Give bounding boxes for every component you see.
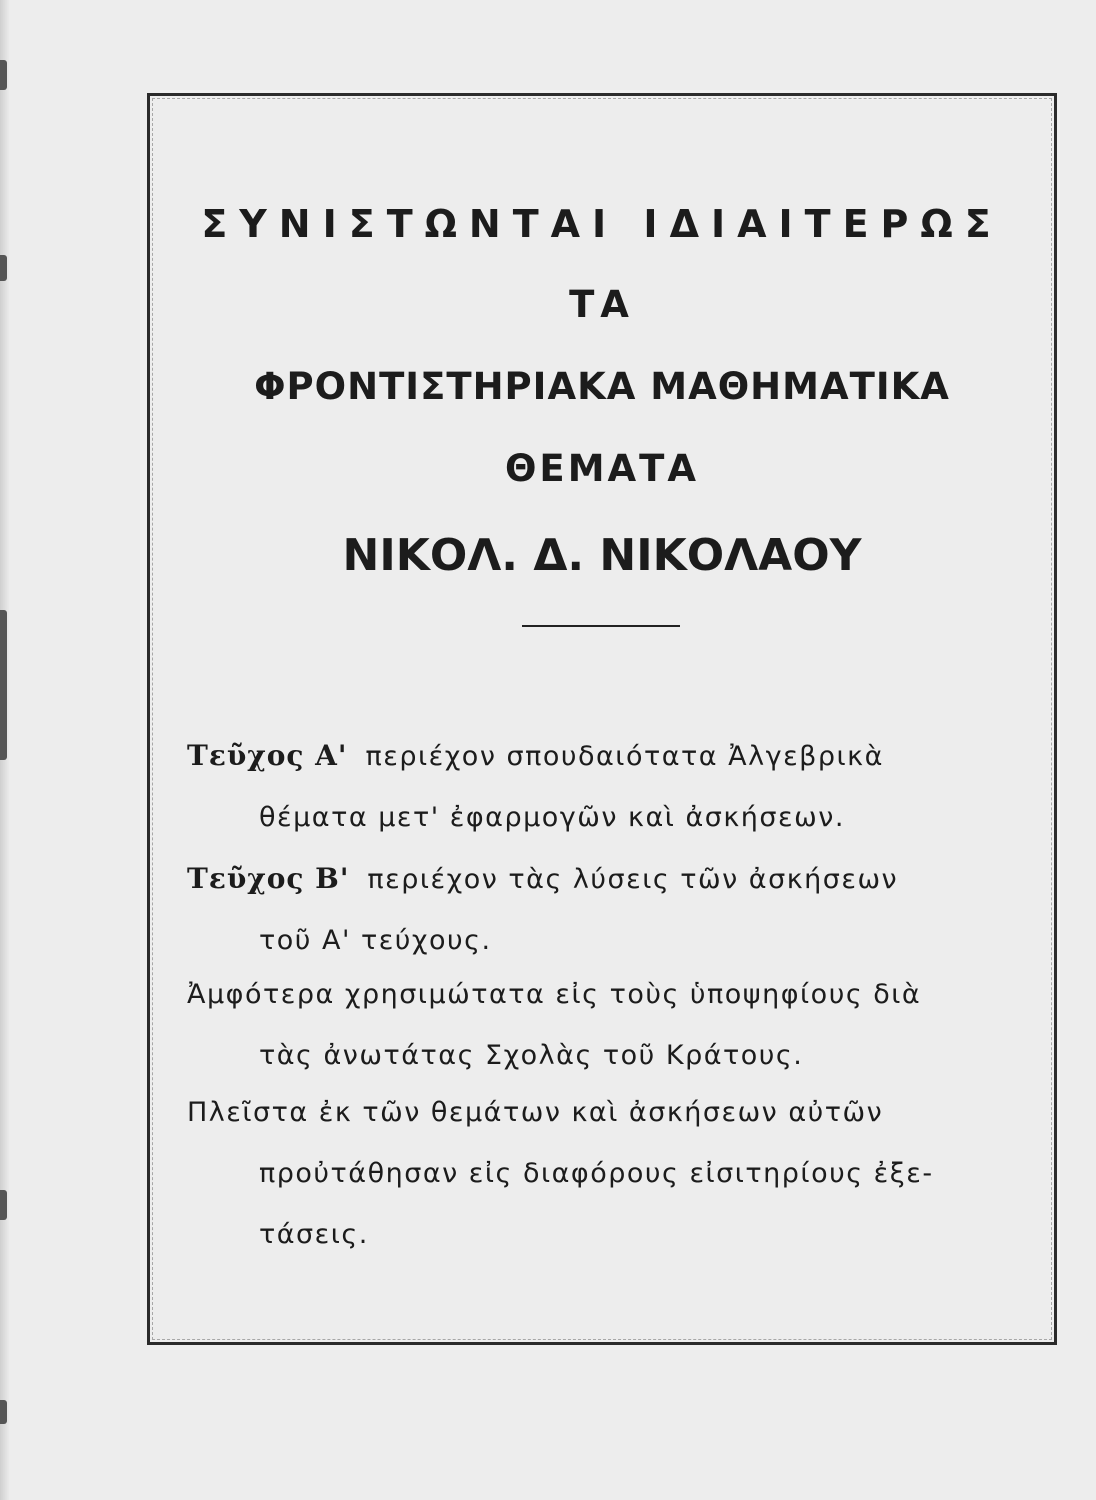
binding-mark — [0, 1190, 7, 1220]
binding-mark — [0, 255, 7, 281]
article-heading: ΤΑ — [569, 283, 635, 326]
volume-b-line-2: τοῦ Α' τεύχους. — [259, 925, 492, 956]
exams-line-2: προὐτάθησαν εἰς διαφόρους εἰσιτηρίους ἐξε- — [259, 1158, 934, 1189]
divider-rule — [522, 625, 680, 627]
volume-b-line-1: περιέχον τὰς λύσεις τῶν ἀσκήσεων — [367, 864, 899, 895]
book-subtitle: ΘΕΜΑΤΑ — [504, 447, 700, 490]
exams-line-1: Πλεῖστα ἐκ τῶν θεμάτων καὶ ἀσκήσεων αὐτῶν — [187, 1097, 884, 1128]
usefulness-line-1: Ἀμφότερα χρησιμώτατα εἰς τοὺς ὑποψηφίους διὰ — [187, 979, 922, 1010]
binding-mark — [0, 60, 7, 90]
volume-a-line-2: θέματα μετ' ἐφαρμογῶν καὶ ἀσκήσεων. — [259, 802, 845, 833]
author-name: ΝΙΚΟΛ. Δ. ΝΙΚΟΛΑΟΥ — [342, 530, 862, 581]
volume-a-line-1: περιέχον σπουδαιότατα Ἀλγεβρικὰ — [365, 741, 884, 772]
exams-line-3: τάσεις. — [259, 1219, 369, 1250]
exams-paragraph — [187, 1082, 1027, 1265]
recommendation-heading: ΣΥΝΙΣΤΩΝΤΑΙ ΙΔΙΑΙΤΕΡΩΣ — [201, 202, 1003, 246]
volume-b-label: Τεῦχος Β' — [187, 862, 350, 895]
usefulness-paragraph — [187, 964, 1027, 1086]
usefulness-line-2: τὰς ἀνωτάτας Σχολὰς τοῦ Κράτους. — [259, 1040, 804, 1071]
book-title: ΦΡΟΝΤΙΣΤΗΡΙΑΚΑ ΜΑΘΗΜΑΤΙΚΑ — [254, 365, 950, 408]
binding-mark — [0, 610, 7, 760]
volume-a-description — [187, 725, 1027, 848]
binding-mark — [0, 1400, 7, 1424]
volume-a-label: Τεῦχος Α' — [187, 739, 348, 772]
volume-b-description — [187, 848, 1027, 971]
